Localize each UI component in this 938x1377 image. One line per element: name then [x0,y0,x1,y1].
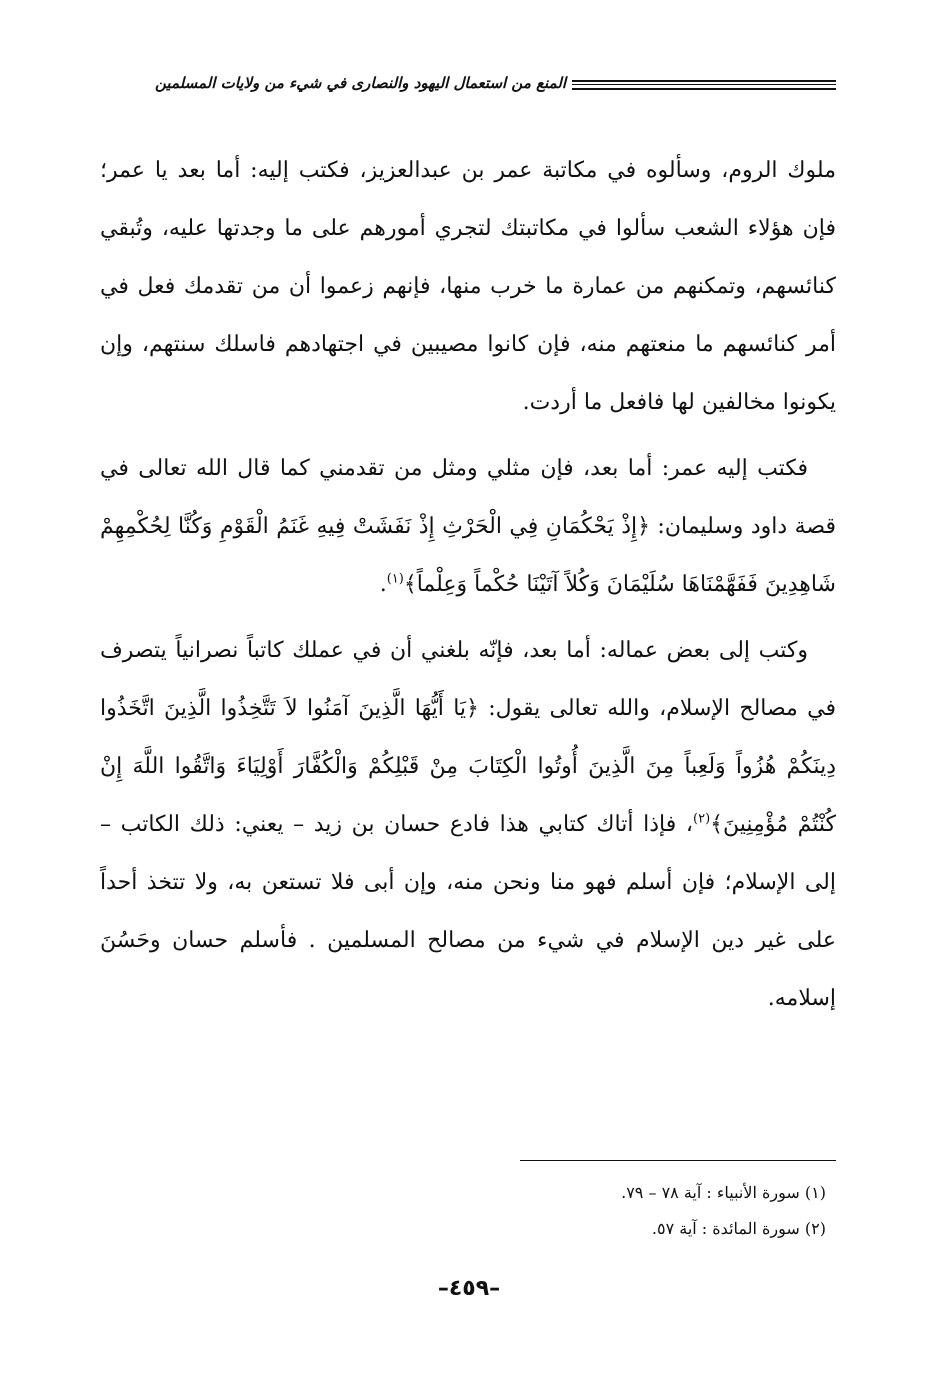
footnote-1: (١) سورة الأنبياء : آية ٧٨ – ٧٩. [621,1183,826,1202]
paragraph-1: ملوك الروم، وسألوه في مكاتبة عمر بن عبدالعزيز، فكتب إليه: أما بعد يا عمر؛ فإن هؤلاء الشعب سألوا في مكاتبتك لتجري أمورهم على ما وجدتها عليه، وتُبقي كنائسهم، وتمكنهم من عمارة ما خرب منها، فإنهم زعموا أن من تقدمك فعل في أمر كنائسهم ما منعتهم منه، فإن كانوا مصيبين في اجتهادهم فاسلك سنتهم، وإن يكونوا مخالفين لها فافعل ما أردت. [100,158,836,415]
header-double-rule [572,80,836,90]
footnote-ref-2: (٢) [693,811,711,827]
page-number: –٤٥٩– [437,1276,501,1301]
paragraph-3-lead: وكتب إلى بعض عماله: أما بعد، فإنّه بلغني أن في عملك كاتباً نصرانياً يتصرف في مصالح الإسلام، والله تعالى يقول: [100,638,836,721]
main-text [100,142,836,1028]
running-header [100,70,836,104]
footnote-ref-1: (١) [386,571,404,587]
footnotes [306,1175,826,1247]
paragraph-2-lead: فكتب إليه عمر: أما بعد، فإن مثلي ومثل من تقدمني كما قال الله تعالى في قصة داود وسليمان: [100,456,836,539]
paragraph-2 [100,440,836,614]
running-header-title: المنع من استعمال اليهود والنصارى في شيء من ولايات المسلمين [155,74,566,92]
quran-verse-maidah: ﴿يَا أَيُّهَا الَّذِينَ آمَنُوا لاَ تَتَّخِذُوا الَّذِينَ اتَّخَذُوا دِينَكُمْ هُزُواً وَلَعِباً مِنَ الَّذِينَ أُوتُوا الْكِتَابَ مِنْ قَبْلِكُمْ وَالْكُفَّارَ أَوْلِيَاءَ وَاتَّقُوا اللَّهَ إِنْ كُنْتُمْ مُؤْمِنِينَ﴾ [100,696,837,837]
paragraph-3-tail: ، فإذا أتاك كتابي هذا فادع حسان بن زيد – يعني: ذلك الكاتب – إلى الإسلام؛ فإن أسلم فهو منا ونحن منه، وإن أبى فلا تستعن به، ولا تتخذ أحداً على غير دين الإسلام في شيء من مصالح المسلمين . فأسلم حسان وحَسُنَ إسلامه. [100,812,836,1011]
footnote-2: (٢) سورة المائدة : آية ٥٧. [651,1219,826,1238]
paragraph-2-tail: . [379,572,387,597]
quran-verse-anbiya: ﴿إِذْ يَحْكُمَانِ فِي الْحَرْثِ إِذْ نَفَشَتْ فِيهِ غَنَمُ الْقَوْمِ وَكُنَّا لِحُكْمِهِمْ شَاهِدِينَ فَفَهَّمْنَاهَا سُلَيْمَانَ وَكُلاً آتَيْنَا حُكْماً وَعِلْماً﴾ [100,514,836,597]
footnote-separator [520,1160,836,1161]
paragraph-3 [100,622,836,1028]
